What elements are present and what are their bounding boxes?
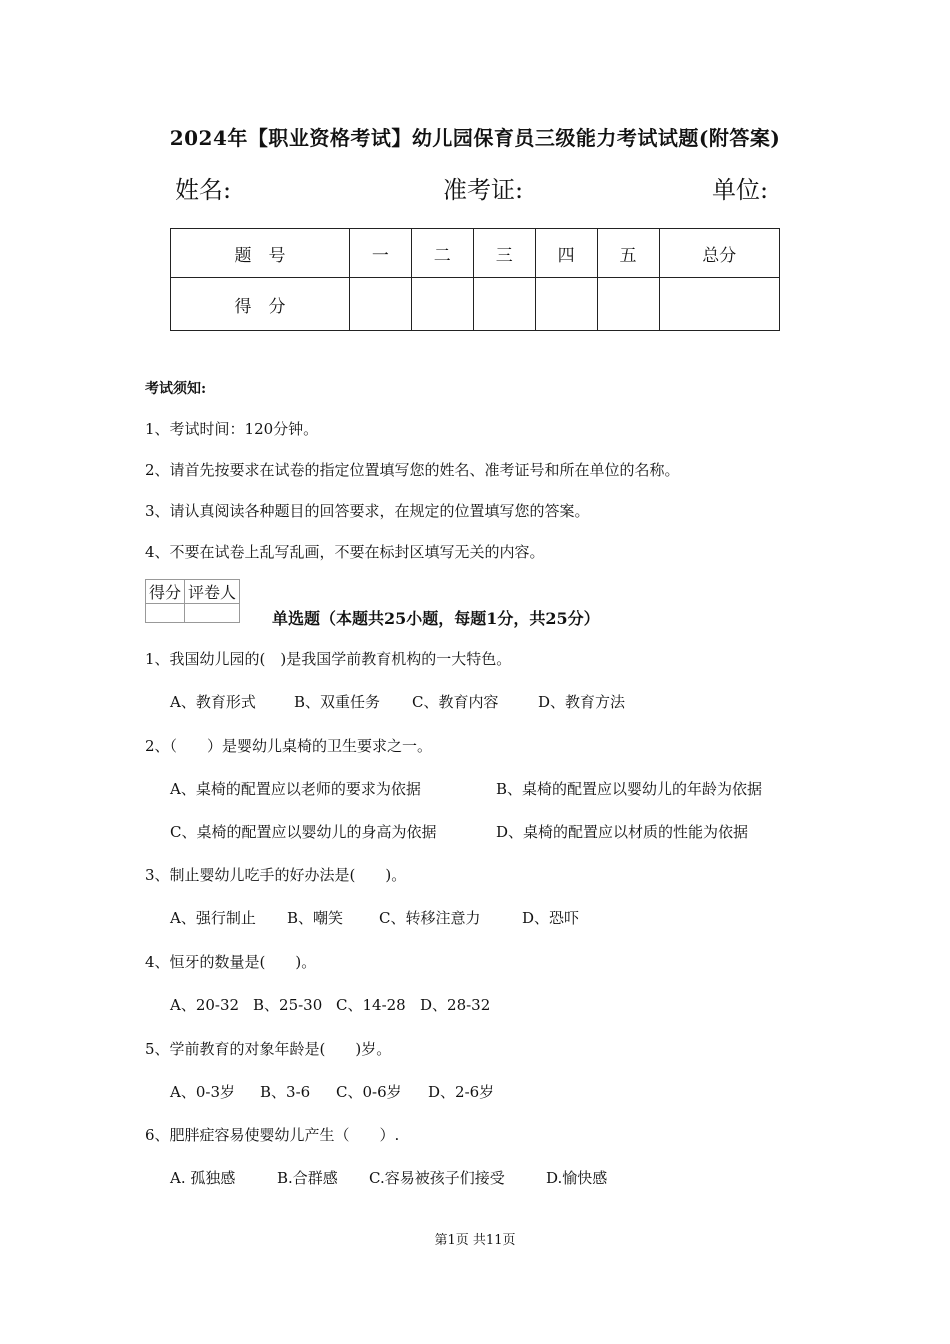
notice-item: 3、请认真阅读各种题目的回答要求，在规定的位置填写您的答案。 — [145, 502, 590, 520]
option-d[interactable]: D、桌椅的配置应以材质的性能为依据 — [496, 823, 749, 841]
page-footer: 第1页 共11页 — [434, 1233, 516, 1248]
score-table-col-5: 五 — [597, 229, 659, 278]
name-label: 姓名: — [175, 176, 232, 204]
score-table-col-1: 一 — [349, 229, 411, 278]
unit-label: 单位: — [712, 176, 769, 204]
grader-box — [145, 579, 240, 623]
option-c[interactable]: C、教育内容 — [412, 693, 499, 711]
notice-item: 1、考试时间：120分钟。 — [145, 420, 319, 438]
option-c[interactable]: C、14-28 — [336, 996, 406, 1014]
option-b[interactable]: B、25-30 — [253, 996, 323, 1014]
page-title: 2024年【职业资格考试】幼儿园保育员三级能力考试试题(附答案) — [169, 126, 781, 150]
grader-reviewer-cell[interactable] — [185, 604, 240, 623]
question-stem: 4、恒牙的数量是( )。 — [145, 953, 317, 971]
score-table-score-row — [171, 278, 780, 331]
notice-title: 考试须知: — [145, 381, 207, 397]
exam-id-label: 准考证: — [443, 176, 524, 204]
option-b[interactable]: B.合群感 — [277, 1169, 338, 1187]
option-c[interactable]: C.容易被孩子们接受 — [369, 1169, 505, 1187]
score-table — [170, 228, 780, 331]
grader-reviewer-label: 评卷人 — [185, 580, 240, 604]
option-a[interactable]: A、强行制止 — [170, 909, 256, 927]
score-table-header-label: 题 号 — [171, 229, 350, 278]
score-cell-4[interactable] — [535, 278, 597, 331]
score-table-col-4: 四 — [535, 229, 597, 278]
option-b[interactable]: B、3-6 — [260, 1083, 311, 1101]
score-table-col-3: 三 — [473, 229, 535, 278]
score-cell-3[interactable] — [473, 278, 535, 331]
question-stem: 3、制止婴幼儿吃手的好办法是( )。 — [145, 866, 407, 884]
option-a[interactable]: A、桌椅的配置应以老师的要求为依据 — [170, 780, 421, 798]
section-title: 单选题（本题共25小题，每题1分，共25分） — [272, 609, 600, 628]
option-d[interactable]: D、28-32 — [420, 996, 491, 1014]
option-a[interactable]: A、教育形式 — [170, 693, 256, 711]
score-table-header-row — [171, 229, 780, 278]
grader-score-label: 得分 — [146, 580, 185, 604]
option-b[interactable]: B、双重任务 — [294, 693, 381, 711]
notice-item: 4、不要在试卷上乱写乱画，不要在标封区填写无关的内容。 — [145, 543, 545, 561]
score-cell-5[interactable] — [597, 278, 659, 331]
option-a[interactable]: A. 孤独感 — [170, 1169, 236, 1187]
option-b[interactable]: B、嘲笑 — [287, 909, 344, 927]
question-stem: 2、（ ）是婴幼儿桌椅的卫生要求之一。 — [145, 737, 433, 755]
score-cell-1[interactable] — [349, 278, 411, 331]
grader-score-cell[interactable] — [146, 604, 185, 623]
score-cell-total[interactable] — [659, 278, 779, 331]
score-cell-2[interactable] — [411, 278, 473, 331]
notice-item: 2、请首先按要求在试卷的指定位置填写您的姓名、准考证号和所在单位的名称。 — [145, 461, 680, 479]
question-stem: 5、学前教育的对象年龄是( )岁。 — [145, 1040, 392, 1058]
option-d[interactable]: D.愉快感 — [546, 1169, 608, 1187]
score-table-col-total: 总分 — [659, 229, 779, 278]
option-b[interactable]: B、桌椅的配置应以婴幼儿的年龄为依据 — [496, 780, 763, 798]
score-table-row-label: 得 分 — [171, 278, 350, 331]
option-a[interactable]: A、20-32 — [170, 996, 240, 1014]
option-c[interactable]: C、桌椅的配置应以婴幼儿的身高为依据 — [170, 823, 437, 841]
score-table-col-2: 二 — [411, 229, 473, 278]
option-a[interactable]: A、0-3岁 — [170, 1083, 235, 1101]
question-stem: 1、我国幼儿园的( )是我国学前教育机构的一大特色。 — [145, 650, 512, 668]
option-d[interactable]: D、恐吓 — [522, 909, 580, 927]
option-c[interactable]: C、转移注意力 — [379, 909, 481, 927]
option-c[interactable]: C、0-6岁 — [336, 1083, 402, 1101]
question-stem: 6、肥胖症容易使婴幼儿产生（ ）. — [145, 1126, 400, 1144]
option-d[interactable]: D、教育方法 — [538, 693, 626, 711]
option-d[interactable]: D、2-6岁 — [428, 1083, 495, 1101]
